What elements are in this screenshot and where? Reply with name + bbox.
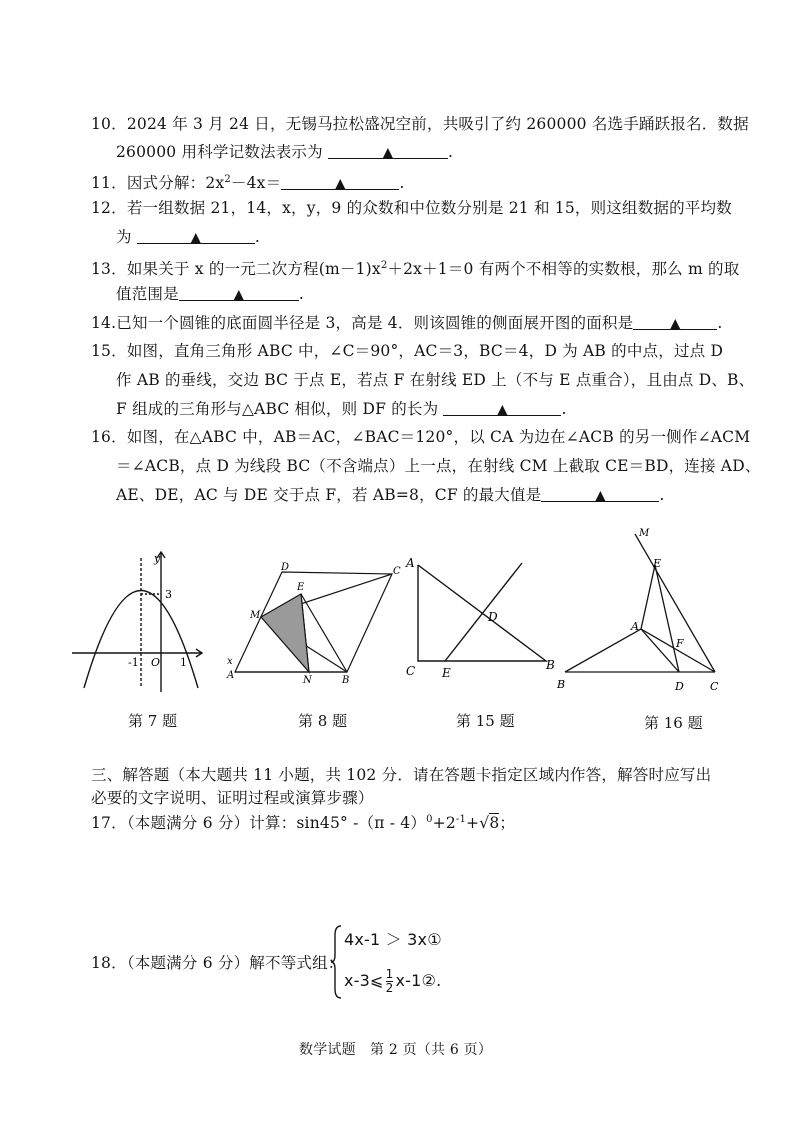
fig8-label-a: A (227, 670, 235, 681)
q15-answer-blank[interactable] (443, 399, 561, 416)
fig7-caption: 第 7 题 (128, 712, 178, 730)
fig8-label-m: M (250, 610, 261, 621)
triangle-icon: ▲ (190, 230, 202, 246)
q17-number: 17． (91, 814, 127, 833)
q13-line2 (116, 284, 304, 304)
q12-line1 (91, 198, 732, 218)
q16-line2 (116, 456, 761, 476)
q17-plus: + (466, 814, 480, 833)
q16-text-3: AE、DE，AC 与 DE 交于点 F，若 AB=8，CF 的最大值是 (116, 486, 542, 504)
fig15-perpendicular (445, 563, 522, 661)
q18-eq2 (344, 968, 441, 995)
q12-text-2: 为 (116, 228, 132, 246)
q13-line1 (91, 256, 739, 279)
q17-line (91, 810, 515, 833)
q16-number: 16． (91, 428, 127, 446)
fig7-label-1: 1 (180, 656, 187, 669)
q11-square: 2 (224, 174, 231, 185)
figure-7-parabola (70, 548, 210, 698)
q16-text-2: ＝∠ACB，点 D 为线段 BC（不含端点）上一点，在射线 CM 上截取 CE＝BD，连接 AD、 (116, 457, 761, 475)
q18-text: （本题满分 6 分）解不等式组： (126, 954, 344, 972)
fig8-label-d: D (281, 562, 290, 573)
fig16-label-f: F (676, 637, 684, 650)
sqrt-icon: √ (479, 814, 490, 833)
q15-end: . (561, 400, 567, 418)
q12-line2 (116, 227, 260, 247)
section3-line1: 三、解答题（本大题共 11 小题，共 102 分．请在答题卡指定区域内作答，解答时应写出 (91, 766, 712, 784)
q17-text: （本题满分 6 分）计算：sin45° -（π - 4） (126, 814, 427, 833)
q13-answer-blank[interactable] (179, 284, 299, 301)
fig16-label-e: E (653, 557, 662, 570)
fig8-label-e: E (297, 582, 305, 593)
fig8-rhombus (235, 572, 392, 672)
fig8-label-b: B (342, 675, 350, 685)
q14-line (91, 313, 723, 333)
q17-sup-neg1: -1 (455, 814, 467, 825)
q10-number: 10． (91, 115, 127, 133)
q13-number: 13． (91, 260, 127, 279)
q15-text-2: 作 AB 的垂线，交边 BC 于点 E，若点 F 在射线 ED 上（不与 E 点重合），且由点 D、B、 (116, 371, 755, 389)
fig16-label-m: M (639, 528, 650, 539)
q17-plus2: +2 (432, 814, 456, 833)
q18-end: . (436, 971, 442, 990)
q15-text: 如图，直角三角形 ABC 中，∠C＝90°，AC＝3，BC＝4，D 为 AB 的中点，过点 D (126, 342, 724, 360)
q16-end: . (659, 486, 665, 504)
q13-end: . (298, 285, 304, 303)
fig16-label-a: A (631, 620, 639, 633)
q14-text: 已知一个圆锥的底面圆半径是 3，高是 4．则该圆锥的侧面展开图的面积是 (116, 314, 634, 332)
fig15-label-e: E (442, 666, 451, 680)
fig15-label-b: B (546, 658, 555, 672)
figure-15-right-triangle (400, 555, 570, 685)
q15-text-3: F 组成的三角形与△ABC 相似，则 DF 的长为 (116, 400, 439, 418)
q13-square: 2 (380, 260, 388, 271)
fig8-shaded-triangle (261, 594, 309, 672)
q11-text: 因式分解：2x (126, 174, 225, 193)
q12-answer-blank[interactable] (137, 227, 255, 244)
q12-end: . (254, 228, 260, 246)
q11-line (91, 170, 404, 193)
q11-text-2: －4x＝ (230, 174, 282, 193)
section3-line2: 必要的文字说明、证明过程或演算步骤） (91, 789, 374, 807)
fig7-label-o: O (151, 656, 161, 669)
q12-text: 若一组数据 21，14，x，y，9 的众数和中位数分别是 21 和 15，则这组数据的平均数 (126, 199, 732, 217)
fig16-line-ed (655, 565, 679, 672)
q18-eq2-b: x-1② (395, 971, 437, 990)
fig15-label-a: A (406, 556, 415, 570)
q17-end: ； (499, 814, 516, 833)
q10-end: . (447, 143, 454, 161)
q18-eq1: 4x-1 ＞ 3x① (344, 930, 442, 949)
fig16-line-ba (565, 629, 641, 672)
fig7-label-3: 3 (165, 588, 172, 601)
q15-line2 (116, 370, 754, 390)
fig16-line-ad (641, 629, 679, 672)
fig7-label-y: y (154, 552, 161, 565)
triangle-icon: ▲ (382, 145, 394, 161)
q14-answer-blank[interactable] (633, 313, 717, 330)
triangle-icon: ▲ (334, 176, 346, 193)
q18-eq2-a: x-3⩽ (344, 971, 384, 990)
q17-root: 8 (489, 814, 500, 833)
q12-number: 12． (91, 199, 127, 217)
fig16-label-d: D (675, 680, 684, 692)
q16-answer-blank[interactable] (541, 485, 659, 502)
fig15-label-d: D (488, 610, 498, 624)
triangle-icon: ▲ (594, 488, 606, 504)
brace-icon (330, 925, 342, 999)
q10-answer-blank[interactable] (328, 142, 448, 159)
figure-16-isosceles (555, 522, 725, 692)
q15-line1 (91, 341, 723, 361)
q15-number: 15． (91, 342, 127, 360)
fig15-label-c: C (406, 664, 416, 678)
fig16-label-b: B (557, 678, 566, 691)
fig16-label-c: C (710, 680, 719, 692)
q18-number: 18． (91, 954, 127, 972)
q18-fraction (386, 968, 394, 995)
q17-sup-0: 0 (426, 814, 433, 825)
fig7-label-neg1: -1 (128, 656, 139, 669)
q15-line3 (116, 399, 567, 419)
fig8-label-n: N (303, 675, 312, 685)
q16-line1 (91, 427, 750, 447)
fig16-caption: 第 16 题 (644, 714, 703, 732)
q14-number: 14. (91, 314, 117, 332)
q10-line1 (91, 114, 749, 134)
q10-text-2: 260000 用科学记数法表示为 (116, 143, 323, 161)
q13-text-b: ＋2x＋1＝0 有两个不相等的实数根，那么 m 的取 (387, 260, 740, 279)
figure-8-rhombus (225, 560, 405, 685)
fig15-caption: 第 15 题 (456, 712, 515, 730)
q16-text: 如图，在△ABC 中，AB＝AC，∠BAC＝120°，以 CA 为边在∠ACB 的另一侧作∠ACM (126, 428, 751, 446)
fig8-label-x: x (227, 656, 233, 667)
triangle-icon: ▲ (496, 402, 508, 418)
fig8-label-c: C (393, 566, 401, 577)
q14-end: . (717, 314, 723, 332)
q11-end: . (399, 174, 405, 193)
fig8-caption: 第 8 题 (298, 712, 348, 730)
q10-text: 2024 年 3 月 24 日，无锡马拉松盛况空前，共吸引了约 260000 名选手踊跃报名．数据 (126, 115, 749, 133)
q13-text-2: 值范围是 (116, 285, 179, 303)
triangle-icon: ▲ (233, 287, 245, 303)
page-footer: 数学试题 第 2 页（共 6 页） (299, 1042, 493, 1058)
q10-line2 (116, 142, 453, 162)
q16-line3 (116, 485, 665, 505)
q13-text: 如果关于 x 的一元二次方程(m－1)x (126, 260, 381, 279)
triangle-icon: ▲ (669, 316, 681, 332)
q18-frac-den: 2 (385, 981, 394, 995)
q11-answer-blank[interactable] (281, 173, 399, 193)
q11-number: 11． (91, 174, 127, 193)
q18-frac-num: 1 (385, 967, 394, 981)
fig16-line-ae (641, 565, 655, 629)
q18-line (91, 953, 344, 973)
